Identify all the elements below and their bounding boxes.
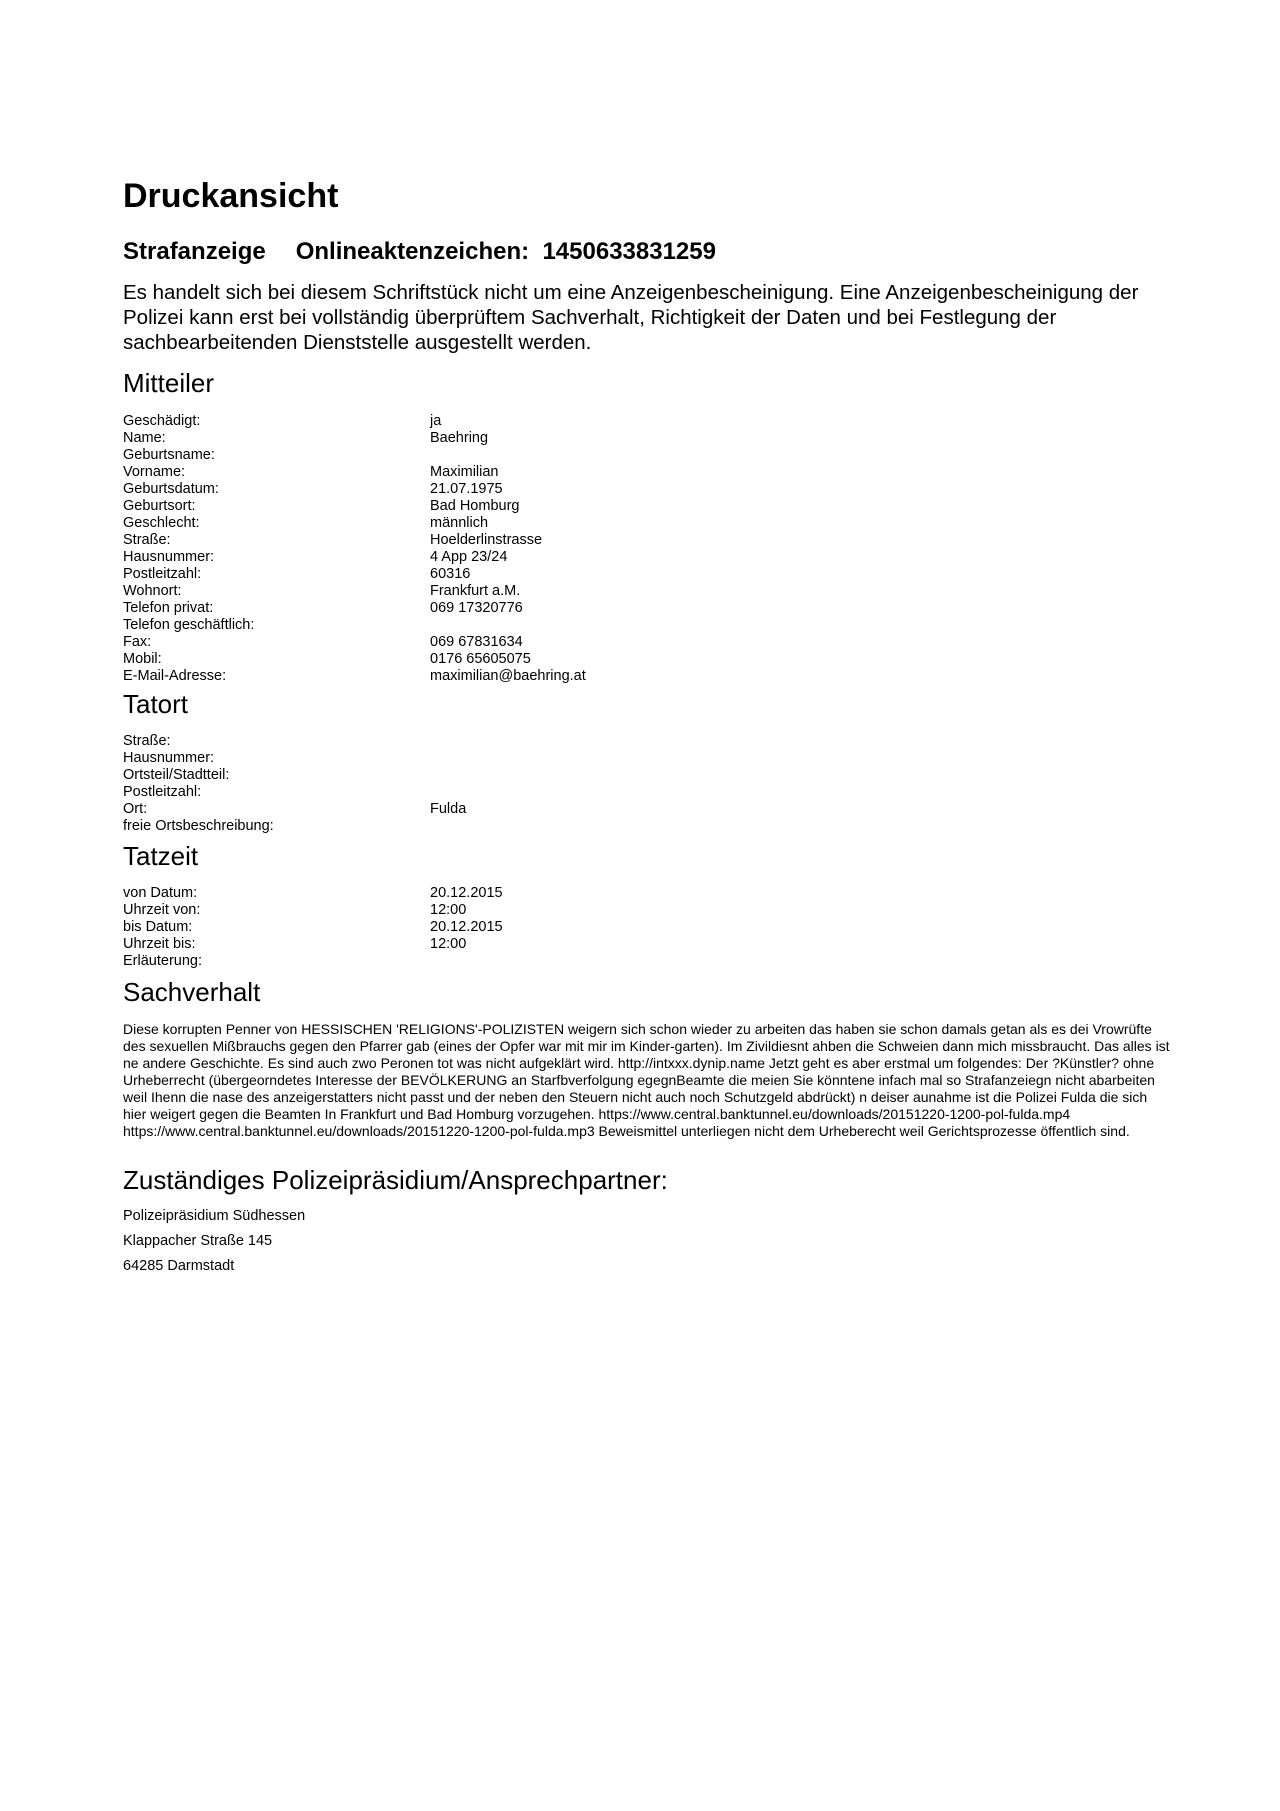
field-row (123, 919, 1173, 936)
field-label: Telefon privat: (123, 600, 214, 616)
field-label: Geburtsname: (123, 447, 215, 463)
field-label: Ort: (123, 801, 148, 817)
document-type: Strafanzeige (123, 238, 266, 265)
field-value: 12:00 (430, 936, 467, 952)
field-row (123, 481, 1173, 498)
tatzeit-heading: Tatzeit (123, 841, 199, 871)
field-value: 20.12.2015 (430, 885, 503, 901)
field-value: männlich (430, 515, 489, 531)
field-row (123, 498, 1173, 515)
field-row (123, 600, 1173, 617)
field-row (123, 583, 1173, 600)
field-value: maximilian@baehring.at (430, 668, 586, 684)
field-value: 20.12.2015 (430, 919, 503, 935)
field-row (123, 885, 1173, 902)
field-row (123, 549, 1173, 566)
field-label: Postleitzahl: (123, 566, 202, 582)
field-label: Geburtsort: (123, 498, 196, 514)
police-address (123, 1208, 305, 1283)
field-label: Erläuterung: (123, 953, 202, 969)
tatort-table (123, 733, 1173, 835)
notice-text: Es handelt sich bei diesem Schriftstück nicht um eine Anzeigenbescheinigung. Eine Anzeigenbescheinigung der Polizei kann erst bei vollständig überprüftem Sachverhalt, Richtigkeit der Daten und bei Festlegung der sachbearbeitenden Dienststelle ausgestellt werden. (123, 281, 1139, 354)
case-label: Onlineaktenzeichen: (295, 238, 530, 265)
field-label: bis Datum: (123, 919, 193, 935)
field-label: freie Ortsbeschreibung: (123, 818, 274, 834)
field-row (123, 566, 1173, 583)
field-value: 21.07.1975 (430, 481, 503, 497)
tatort-heading: Tatort (123, 689, 189, 719)
field-value: 4 App 23/24 (430, 549, 508, 565)
field-row (123, 750, 1173, 767)
field-label: E-Mail-Adresse: (123, 668, 227, 684)
field-row (123, 430, 1173, 447)
field-row (123, 413, 1173, 430)
field-value: Hoelderlinstrasse (430, 532, 543, 548)
sachverhalt-heading: Sachverhalt (123, 977, 261, 1007)
field-label: Fax: (123, 634, 152, 650)
field-value: 069 17320776 (430, 600, 523, 616)
tatzeit-table (123, 885, 1173, 970)
field-label: Straße: (123, 733, 171, 749)
field-row (123, 953, 1173, 970)
field-value: Bad Homburg (430, 498, 520, 514)
field-row (123, 515, 1173, 532)
page-title: Druckansicht (123, 177, 339, 215)
field-label: Postleitzahl: (123, 784, 202, 800)
field-label: Ortsteil/Stadtteil: (123, 767, 230, 783)
field-row (123, 447, 1173, 464)
field-row (123, 668, 1173, 685)
police-name: Polizeipräsidium Südhessen (123, 1208, 306, 1224)
field-label: von Datum: (123, 885, 198, 901)
field-row (123, 733, 1173, 750)
field-value: 60316 (430, 566, 471, 582)
sachverhalt-text: Diese korrupten Penner von HESSISCHEN 'RELIGIONS'-POLIZISTEN weigern sich schon wieder zu arbeiten das haben sie schon damals getan als es dei Vrowrüfte des sexuellen Mißbrauchs gegen den Pfarrer gab (eines der Opfer war mit mir im Kinder-garten). Im Zivildiesnt ahben die Schweien dann mich missbraucht. Das alles ist ne andere Geschichte. Es sind auch zwo Peronen tot was nicht aufgeklärt wird. http://intxxx.dynip.name Jetzt geht es aber erstmal um folgendes: Der ?Künstler? ohne Urheberrecht (übergeorndetes Interesse der BEVÖLKERUNG an Starfbverfolgung egegnBeamte die meien Sie könntene infach mal so Strafanzeiegn nicht abarbeiten weil Ihenn die nase des anzeigerstatters nicht passt und der neben den Steuern nicht auch noch Schutzgeld abdrückt) n deiser aunahme ist die Polizei Fulda die sich hier weigert gegen die Beamten In Frankfurt und Bad Homburg vorzugehen. https://www.central.banktunnel.eu/downloads/20151220-1200-pol-fulda.mp4 https://www.central.banktunnel.eu/downloads/20151220-1200-pol-fulda.mp3 Beweismittel unterliegen nicht dem Urheberecht weil Gerichtsprozesse öffentlich sind. (123, 1021, 1170, 1139)
document-subtitle (123, 237, 716, 267)
field-label: Hausnummer: (123, 549, 215, 565)
field-row (123, 464, 1173, 481)
field-value: Frankfurt a.M. (430, 583, 521, 599)
field-row (123, 784, 1173, 801)
field-row (123, 767, 1173, 784)
field-label: Hausnummer: (123, 750, 215, 766)
police-city: 64285 Darmstadt (123, 1258, 235, 1274)
field-label: Mobil: (123, 651, 162, 667)
field-value: Fulda (430, 801, 467, 817)
field-value: 12:00 (430, 902, 467, 918)
field-label: Telefon geschäftlich: (123, 617, 255, 633)
field-value: Baehring (430, 430, 489, 446)
field-label: Geburtsdatum: (123, 481, 219, 497)
field-row (123, 651, 1173, 668)
field-label: Geschlecht: (123, 515, 200, 531)
field-label: Straße: (123, 532, 171, 548)
field-row (123, 818, 1173, 835)
field-label: Geschädigt: (123, 413, 201, 429)
field-row (123, 532, 1173, 549)
field-value: ja (430, 413, 442, 429)
mitteiler-table (123, 413, 1173, 685)
field-row (123, 617, 1173, 634)
field-value: 069 67831634 (430, 634, 523, 650)
field-label: Uhrzeit von: (123, 902, 201, 918)
field-label: Uhrzeit bis: (123, 936, 196, 952)
field-value: Maximilian (430, 464, 499, 480)
field-row (123, 936, 1173, 953)
field-row (123, 801, 1173, 818)
field-label: Name: (123, 430, 166, 446)
field-label: Wohnort: (123, 583, 182, 599)
mitteiler-heading: Mitteiler (123, 368, 215, 398)
field-value: 0176 65605075 (430, 651, 531, 667)
police-street: Klappacher Straße 145 (123, 1233, 273, 1249)
field-row (123, 634, 1173, 651)
field-label: Vorname: (123, 464, 186, 480)
zustaendig-heading: Zuständiges Polizeipräsidium/Ansprechpartner: (123, 1165, 668, 1195)
case-number: 1450633831259 (542, 238, 716, 265)
field-row (123, 902, 1173, 919)
